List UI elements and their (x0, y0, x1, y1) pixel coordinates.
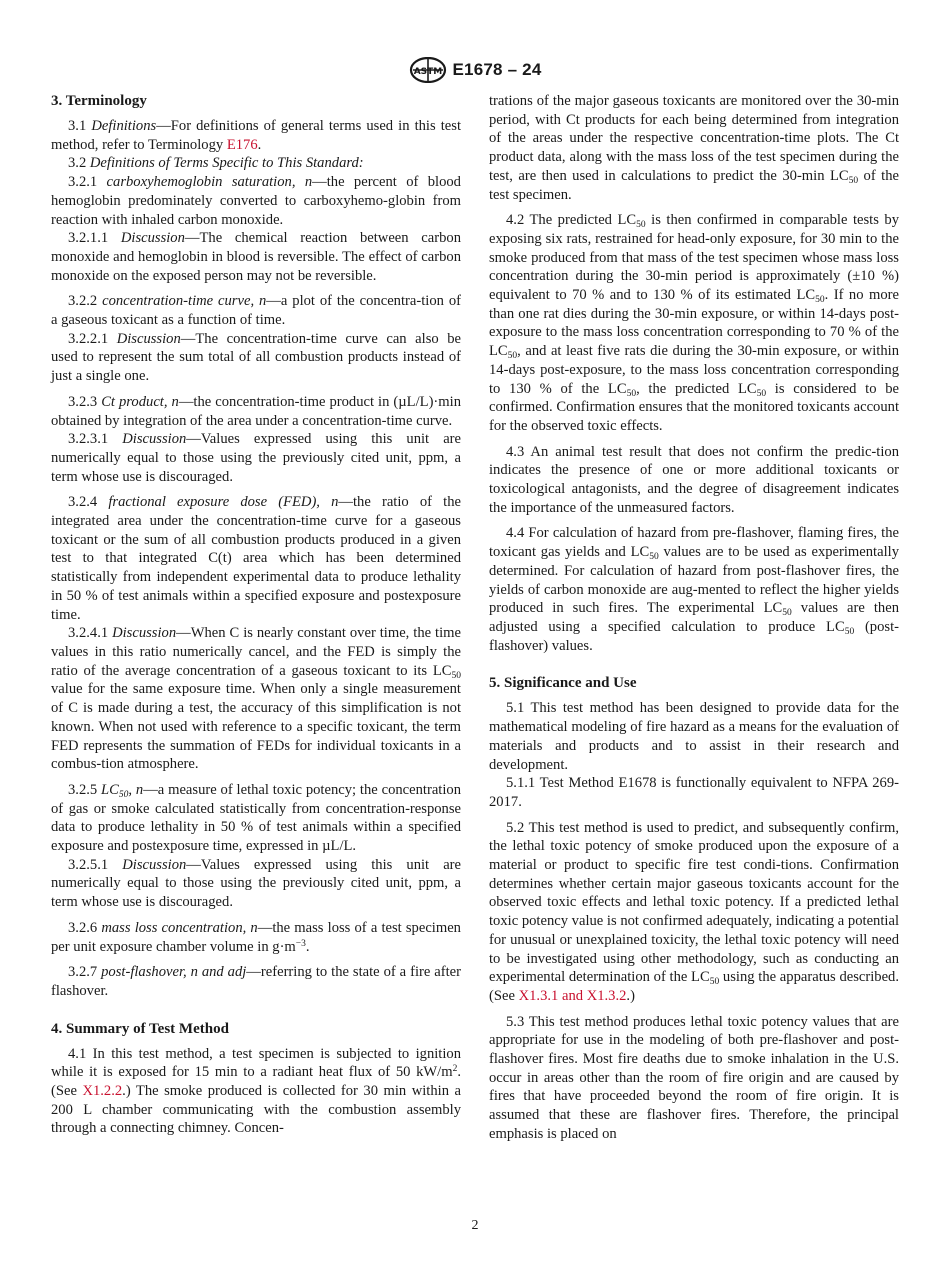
para-3-2-2-1: 3.2.2.1 Discussion—The concentration-time curve can also be used to represent the sum total of all combustion products instead of just a single one. (51, 330, 462, 385)
para-4-4: 4.4 For calculation of hazard from pre-flashover, flaming fires, the toxicant gas yields and $LC_{50}$ values are to be used as experimentally determined. For calculation of hazard from post-flashover fires, the yields of carbon monoxide are aug-mented to reflect the higher yields produced in such fires. The experimental $LC_{50}$ values are then adjusted using a specified calculation to produce $LC_{50}$ (post-flashover) values. (489, 525, 900, 654)
para-3-2-4-1: 3.2.4.1 Discussion—When C is nearly constant over time, the time values in this ratio numerically cancel, and the FED is simply the ratio of the average concentration of a gaseous toxicant to its $LC_{50}$ value for the same exposure time. When only a single measurement of C is made during a test, the accuracy of this simplification is not known. When not used with reference to a specific toxicant, the term FED represents the summation of FEDs for individual toxicants in a combus-tion atmosphere. (51, 625, 461, 773)
para-3-2-1: 3.2.1 carboxyhemoglobin saturation, n—the percent of blood hemoglobin predominately converted to carboxyhemo-globin from reaction with inhaled carbon monoxide. (51, 174, 461, 228)
section-5-heading: 5. Significance and Use (489, 675, 637, 692)
xref-e176-link[interactable]: E176 (226, 136, 258, 153)
para-3-1: 3.1 Definitions—For definitions of general terms used in this test method, refer to Terminology E176. (51, 118, 461, 153)
para-3-2-6: 3.2.6 mass loss concentration, n—the mass loss of a test specimen per unit exposure chamber volume in $g\cdot m^{-3}$. (51, 919, 461, 955)
page-header (0, 56, 950, 84)
para-4-2: 4.2 The predicted $LC_{50}$ is then confirmed in comparable tests by exposing six rats, restrained for head-only exposure, for 30 min to the smoke produced from that mass of the test specimen whose mass loss concentration during the 30-min period is approximately (±10 %) equivalent to 70 % and to 130 % of its estimated $LC_{50}$. If no more than one rat dies during the 30-min exposure, or within 14-days post-exposure to the mass loss concentration corresponding to 70 % of the $LC_{50}$, and at least five rats die during the 30-min exposure, or within 14-days post-exposure, to the mass loss concentration corresponding to 130 % of the $LC_{50}$, the predicted $LC_{50}$ is considered to be confirmed. Confirmation ensures that the monitored toxicants account for the observed toxic effects. (489, 212, 899, 434)
section-3-heading: 3. Terminology (51, 93, 147, 109)
para-5-1-1: 5.1.1 Test Method E1678 is functionally equivalent to NFPA 269-2017. (489, 775, 899, 810)
section-4-heading: 4. Summary of Test Method (51, 1020, 229, 1037)
xref-x131-link[interactable]: X1.3.1 and X1.3.2 (518, 987, 627, 1004)
para-3-2-5-1: 3.2.5.1 Discussion—Values expressed using this unit are numerically equal to those using the previously cited unit, ppm, a term whose use is discouraged. (51, 856, 462, 911)
para-4-3: 4.3 An animal test result that does not confirm the predic-tion indicates the presence of one or more additional toxicants or toxicological antagonists, and the degree of disagreement indicates the importance of the unmeasured factors. (489, 443, 899, 516)
para-3-2-7: 3.2.7 post-flashover, n and adj—referring to the state of a fire after flashover. (51, 964, 461, 999)
para-4-1-continued: trations of the major gaseous toxicants are monitored over the 30-min period, with Ct products for each being determined from integration of the areas under the respective concentration-time plots. The Ct product data, along with the mass loss of the test specimen during the test, are then used in calculations to predict the 30-min $LC_{50}$ of the test specimen. (489, 93, 899, 203)
document-id: E1678 – 24 (452, 60, 542, 79)
para-5-1: 5.1 This test method has been designed to provide data for the mathematical modeling of fire hazard as a means for the evaluation of materials and products and to assist in their research and development. (489, 700, 899, 773)
para-5-3: 5.3 This test method produces lethal toxic potency values that are appropriate for use in the modeling of both pre-flashover and post-flashover fires. Most fire deaths due to smoke inhalation in the U.S. occur in areas other than the room of fire origin and are caused by fires that have proceeded beyond the room of fire origin. It is assumed that these are flashover fires. Therefore, the principal emphasis is placed on (489, 1013, 899, 1142)
para-3-2-2: 3.2.2 concentration-time curve, n—a plot of the concentra-tion of a gaseous toxicant as a function of time. (51, 293, 461, 329)
logo-text: ASTM (413, 67, 442, 77)
para-4-1: 4.1 In this test method, a test specimen is subjected to ignition while it is exposed for 15 min to a radiant heat flux of 50 $kW/m^2$. (See X1.2.2.) The smoke produced is collected for 30 min within a 200 L chamber communicating with the combustion assembly through a connecting chimney. Concen- (51, 1045, 461, 1137)
para-5-2: 5.2 This test method is used to predict, and subsequently confirm, the lethal toxic potency of smoke produced upon the exposure of a material or product to specific fire test condi-tions. Confirmation determines whether certain major gaseous toxicants account for the observed toxic effects and lethal toxic potency. If a predicted lethal toxic potency value is not confirmed adequately, indicating a potential for unusual or unexplained toxicity, the lethal toxic potency will need to be investigated using other methodology, such as conducting an experimental determination of the $LC_{50}$ using the apparatus described. (See X1.3.1 and X1.3.2.) (489, 819, 900, 1004)
page-number: 2 (471, 1218, 479, 1233)
astm-logo-icon (409, 57, 447, 83)
para-3-2-4: 3.2.4 fractional exposure dose (FED), n—the ratio of the integrated area under the concentration-time curve for a gaseous toxicant or the sum of all combustion products produced in a given test to that integrated C(t) area which has been determined statistically from independent experimental data to produce lethality in 50 % of test animals within a specified exposure and postexposure time. (51, 494, 461, 623)
para-3-2-3-1: 3.2.3.1 Discussion—Values expressed using this unit are numerically equal to those using the previously cited unit, ppm, a term whose use is discouraged. (51, 431, 462, 485)
right-column (489, 92, 899, 1144)
xref-x122-link[interactable]: X1.2.2 (82, 1083, 123, 1100)
para-3-2-5: 3.2.5 $LC_{50}$, n—a measure of lethal toxic potency; the concentration of gas or smoke calculated statistically from concentration-response data to produce lethality in 50 % of test animals within a specified exposure and postexposure time, expressed in µL/L. (51, 781, 462, 855)
para-3-2: 3.2 Definitions of Terms Specific to This Standard: (68, 155, 364, 172)
para-3-2-3: 3.2.3 Ct product, n—the concentration-time product in (µL/L)·min obtained by integration of the area under a concentration-time curve. (51, 393, 461, 429)
para-3-2-1-1: 3.2.1.1 Discussion—The chemical reaction between carbon monoxide and hemoglobin in blood is reversible. The effect of carbon monoxide on the exposed person may not be reversible. (51, 230, 461, 284)
left-column (51, 92, 461, 1138)
